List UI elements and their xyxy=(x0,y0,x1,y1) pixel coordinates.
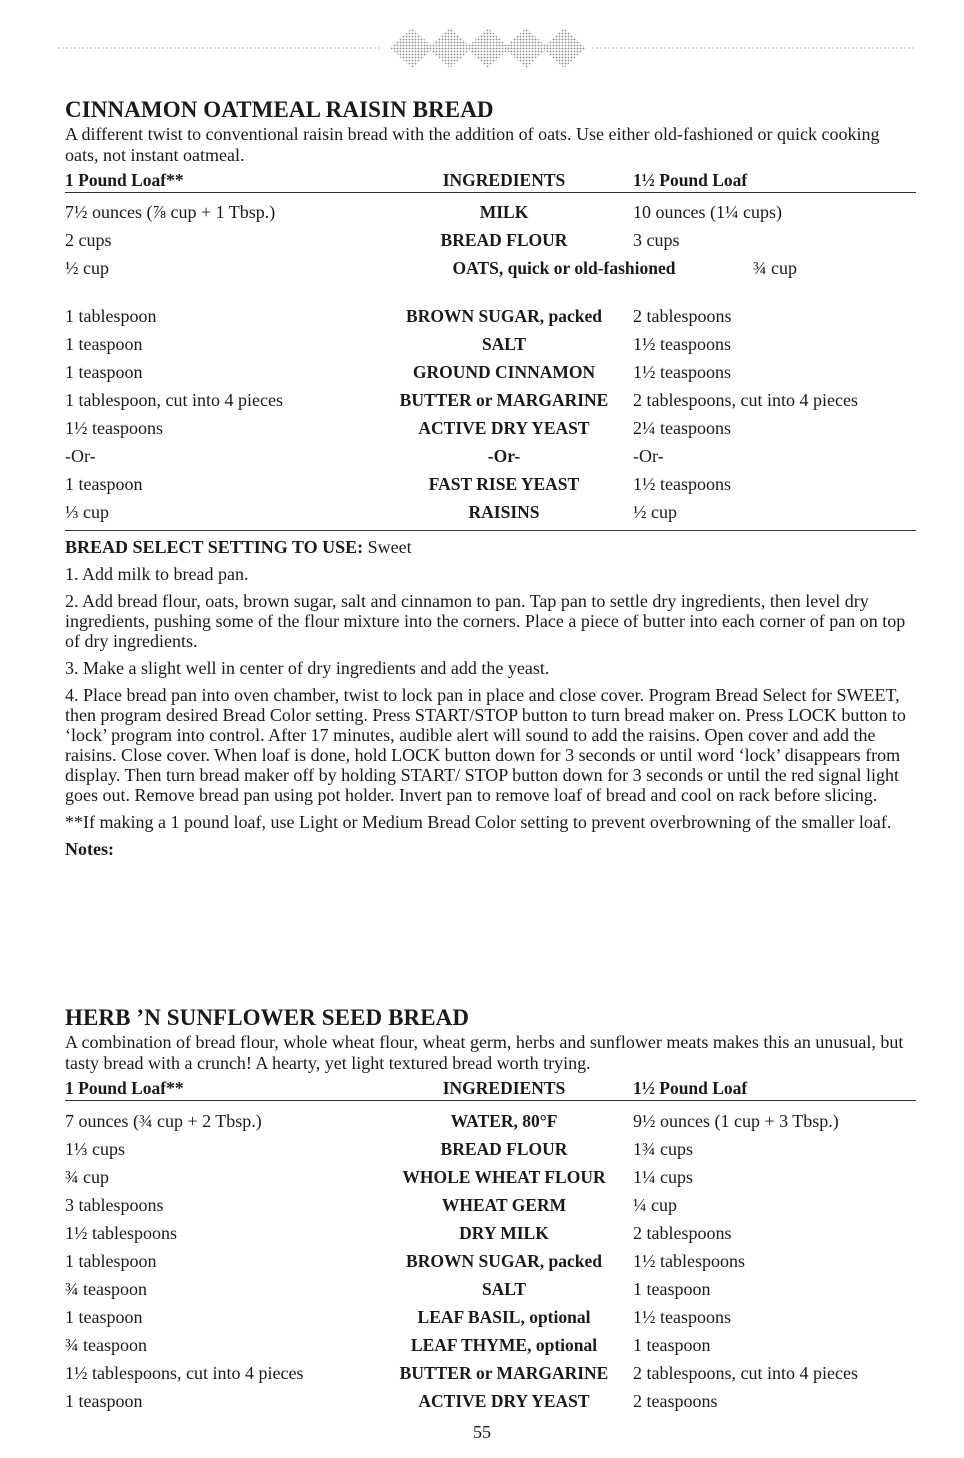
ingredient-name: WHEAT GERM xyxy=(441,1195,567,1215)
large-loaf-amount: 1¾ cups xyxy=(633,1139,693,1159)
table-row xyxy=(65,1387,916,1415)
large-loaf-amount: 1½ teaspoons xyxy=(633,362,731,382)
notes-label: Notes: xyxy=(65,839,114,859)
ingredient-name: LEAF BASIL, optional xyxy=(417,1307,591,1327)
large-loaf-amount: 1½ teaspoons xyxy=(633,1307,731,1327)
large-loaf-amount: 2 teaspoons xyxy=(633,1391,718,1411)
large-loaf-amount: 9½ ounces (1 cup + 3 Tbsp.) xyxy=(633,1111,839,1131)
small-loaf-amount: -Or- xyxy=(65,446,96,466)
step: 3. Make a slight well in center of dry ingredients and add the yeast. xyxy=(65,658,550,678)
ingredient-name: BUTTER or MARGARINE xyxy=(399,390,609,410)
ingredient-name: BROWN SUGAR, packed xyxy=(406,306,602,326)
table-row xyxy=(65,386,916,414)
bread-setting xyxy=(65,537,916,557)
header-small-loaf: 1 Pound Loaf** xyxy=(65,1078,184,1098)
step: 1. Add milk to bread pan. xyxy=(65,564,249,584)
small-loaf-amount: 1 tablespoon xyxy=(65,1251,157,1271)
table-row xyxy=(65,1191,916,1219)
large-loaf-amount: 2 tablespoons, cut into 4 pieces xyxy=(633,390,858,410)
ingredient-name: BUTTER or MARGARINE xyxy=(399,1363,609,1383)
header-large-loaf: 1½ Pound Loaf xyxy=(633,170,748,190)
table-row xyxy=(65,414,916,442)
table-row xyxy=(65,1135,916,1163)
large-loaf-amount: 1½ teaspoons xyxy=(633,334,731,354)
ingredient-name: LEAF THYME, optional xyxy=(410,1335,598,1355)
large-loaf-amount: 10 ounces (1¼ cups) xyxy=(633,202,782,222)
large-loaf-amount: 1¼ cups xyxy=(633,1167,693,1187)
setting-label: BREAD SELECT SETTING TO USE: xyxy=(65,537,364,557)
ingredient-name: OATS, quick or old-fashioned xyxy=(452,258,676,278)
ingredient-name: SALT xyxy=(481,1279,527,1299)
ingredient-name: ACTIVE DRY YEAST xyxy=(418,1391,590,1411)
ingredient-name: SALT xyxy=(481,334,527,354)
large-loaf-amount: -Or- xyxy=(633,446,664,466)
large-loaf-amount: ¼ cup xyxy=(633,1195,677,1215)
ingredient-name: GROUND CINNAMON xyxy=(412,362,596,382)
step: 4. Place bread pan into oven chamber, twist to lock pan in place and close cover. Program Bread Select for SWEET, then program desired Bread Color setting. Press START/STOP button to turn bread maker on. Press LOCK button to ‘lock’ program into control. After 17 minutes, audible alert will sound to add the raisins. Open cover and add the raisins. Close cover. When loaf is done, hold LOCK button down for 3 seconds or until word ‘lock’ disappears from display. Then turn bread maker off by holding START/ STOP button down for 3 seconds or until the red signal light goes out. Remove bread pan using pot holder. Invert pan to remove loaf of bread and cool on rack before slicing. xyxy=(65,685,906,805)
large-loaf-amount: 2 tablespoons xyxy=(633,306,732,326)
small-loaf-amount: ¾ teaspoon xyxy=(65,1279,147,1299)
small-loaf-amount: 1 teaspoon xyxy=(65,474,143,494)
table-row xyxy=(65,1107,916,1135)
table-row xyxy=(65,1331,916,1359)
small-loaf-amount: 7½ ounces (⅞ cup + 1 Tbsp.) xyxy=(65,202,276,222)
ingredient-table xyxy=(65,193,916,531)
recipe-title: HERB ’N SUNFLOWER SEED BREAD xyxy=(65,1005,470,1030)
table-row xyxy=(65,198,916,226)
small-loaf-amount: 1½ tablespoons xyxy=(65,1223,177,1243)
recipe-intro: A combination of bread flour, whole wheat flour, wheat germ, herbs and sunflower meats makes this an unusual, but tasty bread with a crunch! A hearty, yet light textured bread worth trying. xyxy=(65,1032,904,1073)
table-row xyxy=(65,498,916,526)
table-row xyxy=(65,1219,916,1247)
step: 2. Add bread flour, oats, brown sugar, salt and cinnamon to pan. Tap pan to settle dry ingredients, then level dry ingredients, pushing some of the flour mixture into the corners. Place a piece of butter into each corner of pan on top of dry ingredients. xyxy=(65,591,906,651)
ingredient-name: WATER, 80°F xyxy=(450,1111,558,1131)
ingredient-name: BREAD FLOUR xyxy=(440,1139,568,1159)
ingredient-name: BREAD FLOUR xyxy=(440,230,568,250)
recipe-herb-sunflower-seed xyxy=(65,1004,916,1419)
large-loaf-amount: ½ cup xyxy=(633,502,677,522)
ingredient-table-header xyxy=(65,1077,916,1101)
large-loaf-amount: 1 teaspoon xyxy=(633,1335,711,1355)
table-row xyxy=(65,470,916,498)
page-number: 55 xyxy=(473,1422,491,1442)
table-row xyxy=(65,1303,916,1331)
large-loaf-amount: ¾ cup xyxy=(753,258,797,278)
ingredient-name: DRY MILK xyxy=(459,1223,549,1243)
small-loaf-amount: 3 tablespoons xyxy=(65,1195,164,1215)
directions xyxy=(65,537,916,859)
small-loaf-amount: 1 tablespoon xyxy=(65,306,157,326)
small-loaf-amount: 1⅓ cups xyxy=(65,1139,125,1159)
ingredient-name: MILK xyxy=(479,202,529,222)
table-row xyxy=(65,358,916,386)
small-loaf-amount: 1½ tablespoons, cut into 4 pieces xyxy=(65,1363,304,1383)
large-loaf-amount: 1 teaspoon xyxy=(633,1279,711,1299)
small-loaf-amount: ¾ cup xyxy=(65,1167,109,1187)
table-row xyxy=(65,1275,916,1303)
ingredient-name: ACTIVE DRY YEAST xyxy=(418,418,590,438)
small-loaf-amount: ½ cup xyxy=(65,258,109,278)
ingredient-name: WHOLE WHEAT FLOUR xyxy=(402,1167,606,1187)
small-loaf-amount: 1 teaspoon xyxy=(65,1307,143,1327)
header-ingredients: INGREDIENTS xyxy=(442,1078,566,1098)
ingredient-name: -Or- xyxy=(487,446,521,466)
table-row xyxy=(65,226,916,254)
header-large-loaf: 1½ Pound Loaf xyxy=(633,1078,748,1098)
footnote: **If making a 1 pound loaf, use Light or Medium Bread Color setting to prevent overbrowning of the smaller loaf. xyxy=(65,812,892,832)
ingredient-name: BROWN SUGAR, packed xyxy=(406,1251,602,1271)
ingredient-table-header xyxy=(65,169,916,193)
table-row xyxy=(65,1359,916,1387)
ingredient-name: FAST RISE YEAST xyxy=(428,474,580,494)
small-loaf-amount: 2 cups xyxy=(65,230,112,250)
small-loaf-amount: 1 tablespoon, cut into 4 pieces xyxy=(65,390,283,410)
table-row xyxy=(65,1163,916,1191)
table-row xyxy=(65,1247,916,1275)
diamond-row-icon xyxy=(0,26,964,70)
small-loaf-amount: ⅓ cup xyxy=(65,502,109,522)
small-loaf-amount: 1 teaspoon xyxy=(65,362,143,382)
large-loaf-amount: 2 tablespoons, cut into 4 pieces xyxy=(633,1363,858,1383)
large-loaf-amount: 2 tablespoons xyxy=(633,1223,732,1243)
header-ingredients: INGREDIENTS xyxy=(442,170,566,190)
small-loaf-amount: 1½ teaspoons xyxy=(65,418,163,438)
small-loaf-amount: 7 ounces (¾ cup + 2 Tbsp.) xyxy=(65,1111,262,1131)
small-loaf-amount: 1 teaspoon xyxy=(65,1391,143,1411)
large-loaf-amount: 2¼ teaspoons xyxy=(633,418,731,438)
large-loaf-amount: 3 cups xyxy=(633,230,680,250)
recipe-title: CINNAMON OATMEAL RAISIN BREAD xyxy=(65,97,494,122)
ingredient-name: RAISINS xyxy=(468,502,540,522)
table-row xyxy=(65,330,916,358)
ingredient-table xyxy=(65,1101,916,1419)
large-loaf-amount: 1½ teaspoons xyxy=(633,474,731,494)
table-row xyxy=(65,254,916,302)
large-loaf-amount: 1½ tablespoons xyxy=(633,1251,745,1271)
small-loaf-amount: 1 teaspoon xyxy=(65,334,143,354)
header-small-loaf: 1 Pound Loaf** xyxy=(65,170,184,190)
table-row xyxy=(65,442,916,470)
recipe-intro: A different twist to conventional raisin bread with the addition of oats. Use either old-fashioned or quick cooking oats, not instant oatmeal. xyxy=(65,124,880,165)
setting-value: Sweet xyxy=(363,537,412,557)
recipe-cinnamon-oatmeal-raisin xyxy=(65,96,916,866)
small-loaf-amount: ¾ teaspoon xyxy=(65,1335,147,1355)
table-row xyxy=(65,302,916,330)
